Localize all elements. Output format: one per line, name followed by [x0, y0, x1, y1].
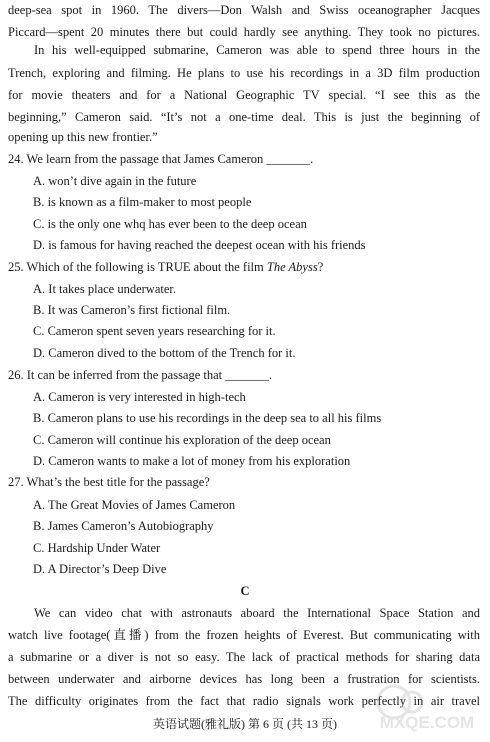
option-c: C. Cameron will continue his exploration of the deep ocean	[33, 433, 331, 447]
option-b: B. It was Cameron’s first fictional film.	[33, 303, 231, 317]
passage-line: In his well-equipped submarine, Cameron was able to spend three hours in the	[34, 43, 480, 57]
option-c: C. Cameron spent seven years researching for it.	[33, 324, 276, 338]
passage-line: deep-sea spot in 1960. The divers—Don Walsh and Swiss oceanographer Jacques	[8, 3, 480, 17]
passage-line: for movie theaters and for a National Geographic TV special. “I see this as the	[8, 88, 480, 102]
film-title: The Abyss	[266, 260, 318, 274]
passage-line: watch live footage(直播) from the frozen heights of Everest. But communicating with	[8, 628, 480, 642]
option-d: D. A Director’s Deep Dive	[33, 562, 167, 576]
stem-text: 25. Which of the following is TRUE about the film	[8, 260, 267, 274]
option-a: A. It takes place underwater.	[33, 282, 176, 296]
option-b: B. is known as a film-maker to most people	[33, 195, 252, 209]
section-heading: C	[240, 584, 250, 598]
passage-line: a submarine or a diver is not so easy. The lack of practical methods for sharing data	[8, 650, 480, 664]
option-a: A. The Great Movies of James Cameron	[33, 498, 236, 512]
passage-line: beginning,” Cameron said. “It’s not a one-time deal. This is just the beginning of	[8, 110, 480, 124]
question-stem	[8, 256, 480, 278]
option-a: A. Cameron is very interested in high-tech	[33, 390, 246, 404]
passage-line: The difficulty originates from the fact that radio signals work perfectly in air travel	[8, 694, 480, 708]
watermark-text: MXQE.COM	[379, 713, 475, 732]
option-d: D. Cameron dived to the bottom of the Trench for it.	[33, 346, 296, 360]
passage-line: Piccard—spent 20 minutes there but could hardly see anything. They took no pictures.	[8, 25, 480, 39]
passage-line: Trench, exploring and filming. He plans to use his recordings in a 3D film production	[8, 66, 480, 80]
option-a: A. won’t dive again in the future	[33, 174, 197, 188]
stem-punct: ?	[317, 260, 324, 274]
question-stem: 26. It can be inferred from the passage that _______.	[8, 368, 273, 382]
passage-line: between underwater and airborne devices has long been a frustration for scientists.	[8, 672, 480, 686]
page-footer: 英语试题(雅礼版) 第 6 页 (共 13 页)	[153, 717, 337, 731]
option-b: B. James Cameron’s Autobiography	[33, 519, 214, 533]
passage-line: opening up this new frontier.”	[8, 130, 158, 144]
question-stem: 27. What’s the best title for the passage?	[8, 475, 210, 489]
option-b: B. Cameron plans to use his recordings in the deep sea to all his films	[33, 411, 382, 425]
option-d: D. Cameron wants to make a lot of money from his exploration	[33, 454, 351, 468]
question-stem: 24. We learn from the passage that James Cameron _______.	[8, 152, 314, 166]
option-d: D. is famous for having reached the deepest ocean with his friends	[33, 238, 366, 252]
option-c: C. Hardship Under Water	[33, 541, 161, 555]
passage-line: We can video chat with astronauts aboard the International Space Station and	[34, 606, 480, 620]
option-c: C. is the only one whq has ever been to the deep ocean	[33, 217, 307, 231]
